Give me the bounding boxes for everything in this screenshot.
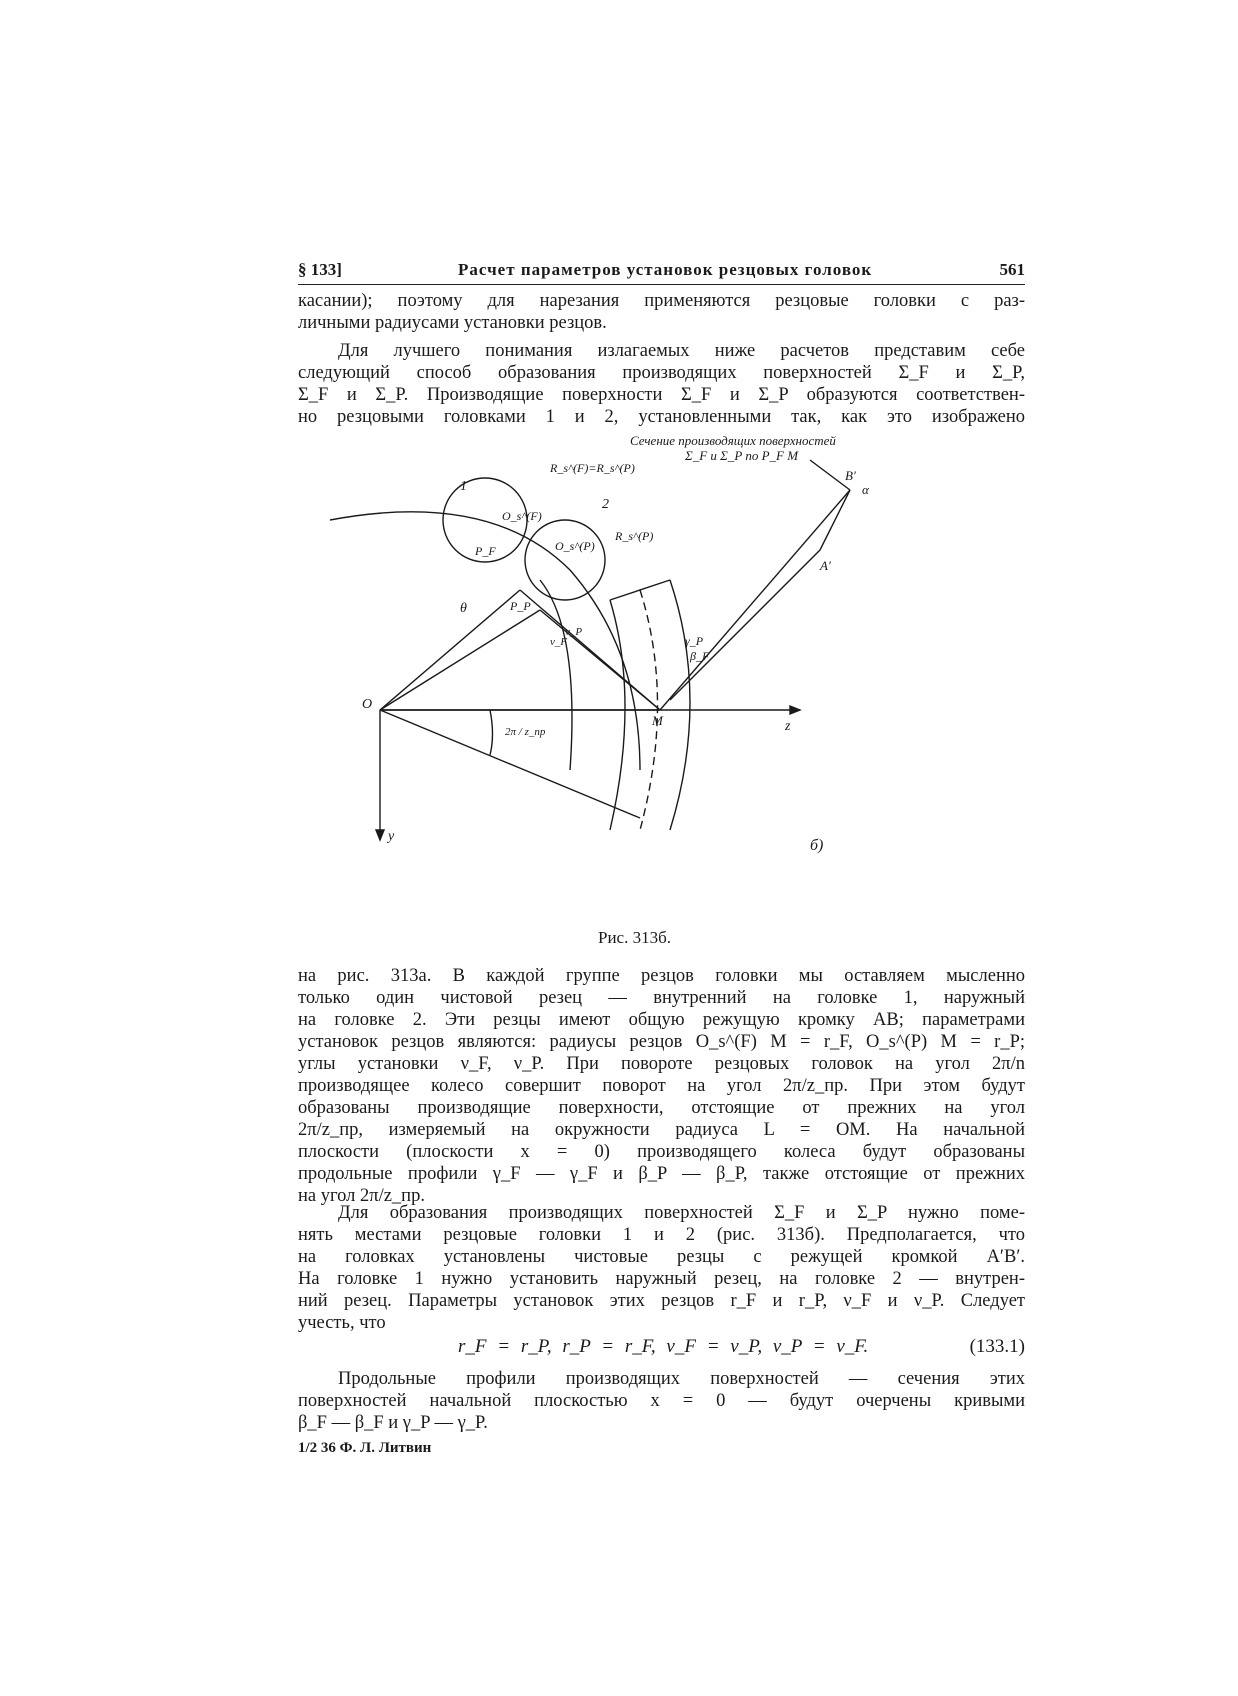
line-m-bprime (660, 490, 850, 710)
text-line: Для образования производящих поверхностей Σ_F и Σ_P нужно поме- (338, 1203, 1025, 1223)
text-line: на головке 2. Эти резцы имеют общую режущую кромку AB; параметрами (298, 1010, 1025, 1030)
equation-expression: r_F = r_P, r_P = r_F, ν_F = ν_P, ν_P = ν_F. (458, 1336, 869, 1357)
equation-133-1 (298, 1336, 1025, 1362)
text-line: Σ_F и Σ_P. Производящие поверхности Σ_F и Σ_P образуются соответствен- (298, 385, 1025, 405)
text-line: только один чистовой резец — внутренний на головке 1, наружный (298, 988, 1025, 1008)
figure-313b (340, 433, 980, 940)
y-axis-arrow (376, 830, 384, 840)
label-angle: 2π / z_пр (505, 726, 546, 738)
text-line: 2π/z_пр, измеряемый на окружности радиуса L = OM. На начальной (298, 1120, 1025, 1140)
text-line: β_F — β_F и γ_P — γ_P. (298, 1413, 488, 1433)
label-y-axis: y (388, 829, 395, 844)
label-panel: б) (810, 837, 824, 854)
text-line: на угол 2π/z_пр. (298, 1186, 425, 1206)
text-line: касании); поэтому для нарезания применяются резцовые головки с раз- (298, 291, 1025, 311)
label-os-p: O_s^(P) (555, 539, 595, 553)
label-gamma-p: γ_P (685, 634, 704, 648)
label-alpha: α (862, 482, 869, 497)
label-os-f: O_s^(F) (502, 509, 542, 523)
equation-number: (133.1) (969, 1336, 1025, 1357)
page-number: 561 (999, 260, 1025, 279)
line-m-aprime (670, 550, 820, 700)
label-pp: P_P (510, 599, 531, 613)
line-section-top (810, 460, 850, 490)
text-line: личными радиусами установки резцов. (298, 313, 607, 333)
line-o-pp (380, 610, 540, 710)
text-line: На головке 1 нужно установить наружный резец, на головке 2 — внутрен- (298, 1269, 1025, 1289)
tooth-band-right (670, 580, 690, 830)
figure-caption: Рис. 313б. (598, 928, 671, 947)
text-line: на головках установлены чистовые резцы с режущей кромкой A′B′. (298, 1247, 1025, 1267)
text-line: ний резец. Параметры установок этих резцов r_F и r_P, ν_F и ν_P. Следует (298, 1291, 1025, 1311)
footer-signature: 1/2 36 Ф. Л. Литвин (298, 1440, 432, 1456)
label-a-prime: A′ (820, 558, 831, 573)
paragraph-5 (298, 1368, 1025, 1434)
text-line: образованы производящие поверхности, отстоящие от прежних на угол (298, 1098, 1025, 1118)
text-line: углы установки ν_F, ν_P. При повороте резцовых головок на угол 2π/n (298, 1054, 1025, 1074)
text-line: продольные профили γ_F — γ_F и β_P — β_P, также отстоящие от прежних (298, 1164, 1025, 1184)
label-beta-f: β_F (690, 649, 710, 663)
text-line: Продольные профили производящих поверхностей — сечения этих (338, 1369, 1025, 1389)
label-nu-p: ν_P (565, 626, 583, 638)
text-line: производящее колесо совершит поворот на угол 2π/z_пр. При этом будут (298, 1076, 1025, 1096)
label-radius-p: R_s^(P) (615, 529, 654, 543)
label-head-1: 1 (460, 479, 467, 494)
text-line: на рис. 313а. В каждой группе резцов головки мы оставляем мысленно (298, 966, 1025, 986)
text-line: но резцовыми головками 1 и 2, установленными так, как это изображено (298, 407, 1025, 427)
text-line: поверхностей начальной плоскостью x = 0 — будут очерчены кривыми (298, 1391, 1025, 1411)
label-b-prime: B′ (845, 468, 856, 483)
z-axis-arrow (790, 706, 800, 714)
label-head-2: 2 (602, 497, 609, 512)
label-nu-f: ν_F (550, 636, 568, 648)
label-radius-eq: R_s^(F)=R_s^(P) (550, 461, 635, 475)
paragraph-2 (298, 340, 1025, 428)
text-line: следующий способ образования производящих поверхностей Σ_F и Σ_P, (298, 363, 1025, 383)
running-header (298, 258, 1025, 285)
label-m: M (652, 713, 663, 728)
text-line: плоскости (плоскости x = 0) производящего колеса будут образованы (298, 1142, 1025, 1162)
label-z-axis: z (785, 719, 791, 734)
text-line: установок резцов являются: радиусы резцов O_s^(F) M = r_F, O_s^(P) M = r_P; (298, 1032, 1025, 1052)
header-section: § 133] (298, 260, 342, 279)
figure-drawing (340, 433, 980, 940)
angle-arc (490, 710, 493, 755)
header-title: Расчет параметров установок резцовых головок (458, 260, 873, 279)
paragraph-4 (298, 1202, 1025, 1334)
line-pp-m (540, 610, 660, 710)
text-line: учесть, что (298, 1313, 386, 1333)
line-o-pf (380, 590, 520, 710)
text-line: нять местами резцовые головки 1 и 2 (рис. 313б). Предполагается, что (298, 1225, 1025, 1245)
pitch-arc-inner (540, 580, 572, 770)
text-line: Для лучшего понимания излагаемых ниже расчетов представим себе (338, 341, 1025, 361)
label-origin: O (362, 697, 373, 712)
cutter-head-2 (525, 520, 605, 600)
section-title-1: Сечение производящих поверхностей (630, 433, 836, 448)
section-title-2: Σ_F и Σ_P по P_F M (685, 448, 799, 463)
label-pf: P_F (475, 544, 496, 558)
paragraph-3 (298, 965, 1025, 1207)
paragraph-1 (298, 290, 1025, 334)
label-theta: θ (460, 601, 467, 616)
